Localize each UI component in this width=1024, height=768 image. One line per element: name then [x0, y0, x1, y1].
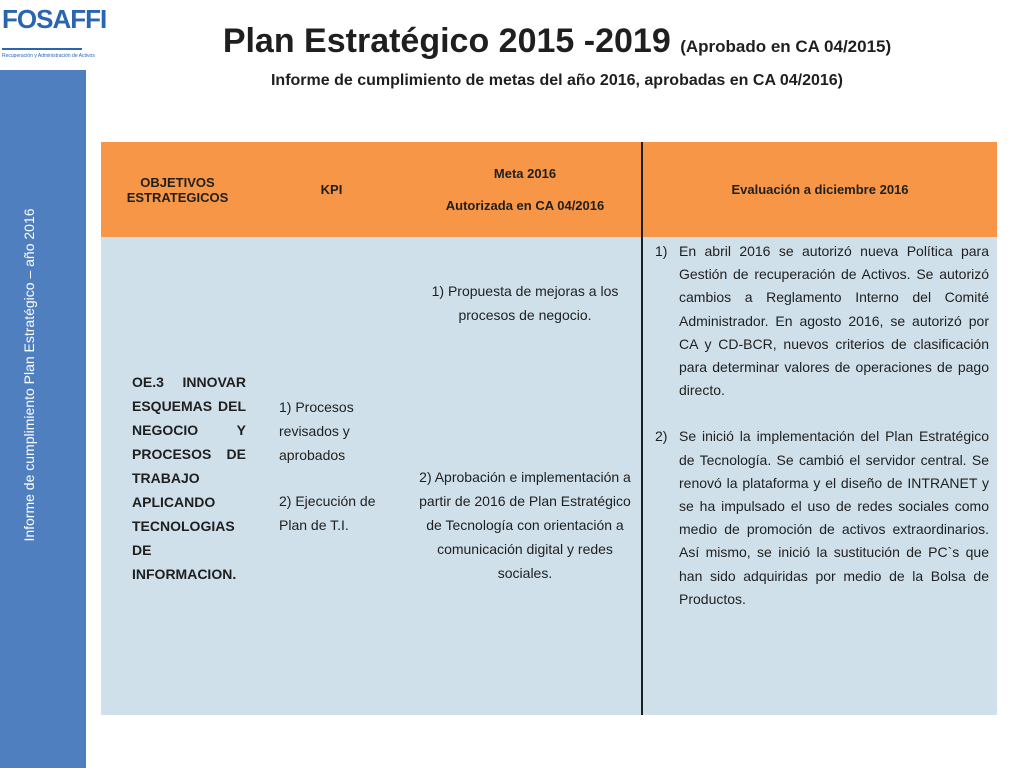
objetivo-line	[132, 394, 246, 418]
title-note: (Aprobado en CA 04/2015)	[680, 37, 892, 56]
evaluacion-item-2-text: Se inició la implementación del Plan Estratégico de Tecnología. Se cambió el servidor central. Se renovó la plataforma y el diseño de INTRANET y se ha impulsado el uso de redes sociales como medio de promoción de activos extraordinarios. Así mismo, se inició la sustitución de PC`s que han sido adquiridas por medio de la Bolsa de Productos.	[679, 428, 989, 607]
evaluacion-item-1	[655, 240, 989, 402]
objetivo-word: OE.3	[132, 374, 164, 390]
objetivo-line	[132, 442, 246, 466]
logo-underline	[2, 48, 82, 50]
objetivo-line	[132, 418, 246, 442]
objetivo-line	[132, 466, 246, 490]
objetivo-word: INFORMACION.	[132, 566, 237, 582]
objetivo-line	[132, 490, 246, 514]
objetivo-word: DEL	[218, 398, 246, 414]
header-meta-line1: Meta 2016	[493, 165, 557, 181]
title-main: Plan Estratégico 2015 -2019	[222, 22, 671, 60]
cell-objetivo	[101, 237, 254, 715]
cell-evaluacion	[643, 237, 997, 715]
header-meta	[409, 142, 641, 237]
evaluacion-item-2	[655, 425, 989, 611]
objetivo-word: NEGOCIO	[132, 422, 199, 438]
evaluacion-item-1-number: 1)	[655, 243, 668, 259]
column-divider	[641, 142, 643, 715]
objetivo-word: TRABAJO	[132, 470, 200, 486]
kpi-item-1: 1) Procesos revisados y aprobados	[279, 399, 354, 463]
page-title	[90, 22, 1024, 61]
header-evaluacion: Evaluación a diciembre 2016	[643, 142, 997, 237]
objetivo-word: DE	[226, 446, 246, 462]
evaluacion-list	[655, 240, 989, 634]
objetivo-word: ESQUEMAS	[132, 398, 213, 414]
logo-wordmark: FOSAFFI	[2, 4, 107, 34]
meta-item-1: 1) Propuesta de mejoras a los procesos de negocio.	[431, 283, 619, 323]
objetivo-word: INNOVAR	[182, 374, 246, 390]
left-sidebar	[0, 0, 107, 768]
kpi-text	[279, 395, 399, 537]
logo-tagline: Recuperación y Administración de Activos	[2, 53, 95, 59]
evaluacion-item-2-number: 2)	[655, 428, 668, 445]
header-meta-line2: Autorizada en CA 04/2016	[445, 197, 605, 213]
vertical-label: Informe de cumplimiento Plan Estratégico – año 2016	[21, 208, 37, 542]
objetivo-word: APLICANDO	[132, 494, 216, 510]
objetivo-word: Y	[236, 422, 246, 438]
objetivo-word: TECNOLOGIAS	[132, 518, 235, 534]
header-kpi: KPI	[254, 142, 409, 237]
evaluacion-item-1-text: En abril 2016 se autorizó nueva Política para Gestión de recuperación de Activos. Se autorizó cambios a Reglamento Interno del Comité Administrador. En agosto 2016, se autorizó por CA y CD-BCR, nuevos criterios de clasificación para determinar valores de operaciones de pago directo.	[679, 243, 989, 399]
goals-table	[101, 142, 997, 715]
cell-meta	[409, 237, 641, 715]
cell-kpi	[254, 237, 409, 715]
objetivo-line	[132, 562, 246, 586]
objetivo-text	[132, 370, 246, 586]
objetivo-line	[132, 370, 246, 394]
header-objetivos: OBJETIVOS ESTRATEGICOS	[101, 142, 254, 237]
logo	[0, 0, 107, 70]
objetivo-line	[132, 514, 246, 538]
objetivo-word: PROCESOS	[132, 446, 212, 462]
kpi-item-2: 2) Ejecución de Plan de T.I.	[279, 493, 376, 533]
meta-item-2: 2) Aprobación e implementación a partir de 2016 de Plan Estratégico de Tecnología con orientación a comunicación digital y redes sociales.	[419, 469, 631, 581]
page-subtitle: Informe de cumplimiento de metas del año 2016, aprobadas en CA 04/2016)	[270, 72, 844, 89]
vertical-label-wrap	[14, 180, 37, 570]
objetivo-word: DE	[132, 542, 152, 558]
objetivo-line	[132, 538, 246, 562]
